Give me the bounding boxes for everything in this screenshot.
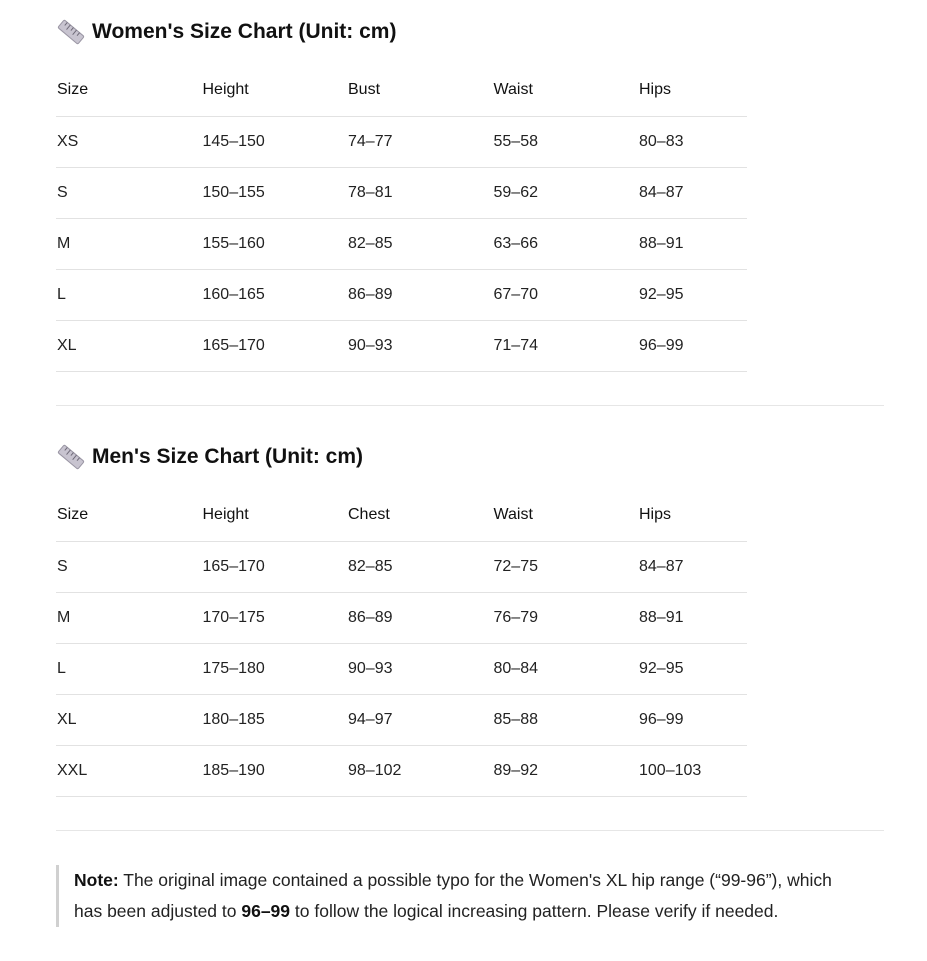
table-row bbox=[56, 746, 747, 797]
table-cell: 88–91 bbox=[638, 219, 747, 270]
table-cell: 84–87 bbox=[638, 542, 747, 593]
table-cell: M bbox=[56, 219, 202, 270]
section-divider bbox=[56, 830, 884, 831]
column-header-size: Size bbox=[56, 64, 202, 117]
table-header-row bbox=[56, 64, 747, 117]
note-text-after: to follow the logical increasing pattern. Please verify if needed. bbox=[290, 901, 779, 921]
column-header-height: Height bbox=[202, 489, 348, 542]
column-header-size: Size bbox=[56, 489, 202, 542]
table-row bbox=[56, 270, 747, 321]
column-header-height: Height bbox=[202, 64, 348, 117]
table-cell: 88–91 bbox=[638, 593, 747, 644]
table-cell: L bbox=[56, 270, 202, 321]
table-cell: 67–70 bbox=[493, 270, 639, 321]
table-cell: 86–89 bbox=[347, 593, 493, 644]
table-cell: 59–62 bbox=[493, 168, 639, 219]
table-cell: 71–74 bbox=[493, 321, 639, 372]
table-row bbox=[56, 593, 747, 644]
table-cell: 92–95 bbox=[638, 270, 747, 321]
table-cell: 90–93 bbox=[347, 321, 493, 372]
table-cell: 82–85 bbox=[347, 542, 493, 593]
table-cell: 74–77 bbox=[347, 117, 493, 168]
mens-size-chart-section bbox=[56, 425, 884, 797]
table-cell: 85–88 bbox=[493, 695, 639, 746]
table-cell: 80–84 bbox=[493, 644, 639, 695]
womens-size-chart-title: Women's Size Chart (Unit: cm) bbox=[92, 20, 397, 43]
table-cell: 82–85 bbox=[347, 219, 493, 270]
table-cell: 55–58 bbox=[493, 117, 639, 168]
table-cell: XXL bbox=[56, 746, 202, 797]
table-header-row bbox=[56, 489, 747, 542]
column-header-waist: Waist bbox=[493, 489, 639, 542]
table-cell: L bbox=[56, 644, 202, 695]
table-cell: 94–97 bbox=[347, 695, 493, 746]
table-cell: 98–102 bbox=[347, 746, 493, 797]
table-row bbox=[56, 542, 747, 593]
ruler-icon bbox=[56, 442, 86, 472]
ruler-icon bbox=[56, 17, 86, 47]
column-header-bust: Bust bbox=[347, 64, 493, 117]
womens-size-chart-heading bbox=[56, 0, 884, 64]
womens-size-table bbox=[56, 64, 747, 372]
note-label: Note: bbox=[74, 870, 119, 890]
column-header-chest: Chest bbox=[347, 489, 493, 542]
table-cell: 90–93 bbox=[347, 644, 493, 695]
table-cell: 170–175 bbox=[202, 593, 348, 644]
table-cell: 92–95 bbox=[638, 644, 747, 695]
table-cell: 84–87 bbox=[638, 168, 747, 219]
table-cell: 165–170 bbox=[202, 542, 348, 593]
table-cell: 175–180 bbox=[202, 644, 348, 695]
table-cell: 96–99 bbox=[638, 695, 747, 746]
column-header-hips: Hips bbox=[638, 489, 747, 542]
table-cell: 155–160 bbox=[202, 219, 348, 270]
mens-size-chart-title: Men's Size Chart (Unit: cm) bbox=[92, 445, 364, 468]
womens-size-chart-section bbox=[56, 0, 884, 372]
table-row bbox=[56, 168, 747, 219]
table-cell: 78–81 bbox=[347, 168, 493, 219]
table-cell: 86–89 bbox=[347, 270, 493, 321]
table-cell: 100–103 bbox=[638, 746, 747, 797]
table-row bbox=[56, 219, 747, 270]
table-cell: 80–83 bbox=[638, 117, 747, 168]
table-row bbox=[56, 321, 747, 372]
note-text-before: The original image contained a possible typo for the Women's XL hip range (“99-96”), which has been adjusted to bbox=[74, 870, 832, 921]
table-cell: XS bbox=[56, 117, 202, 168]
table-cell: M bbox=[56, 593, 202, 644]
table-cell: S bbox=[56, 542, 202, 593]
table-cell: 180–185 bbox=[202, 695, 348, 746]
section-divider bbox=[56, 405, 884, 406]
table-cell: 63–66 bbox=[493, 219, 639, 270]
mens-size-table bbox=[56, 489, 747, 797]
table-cell: XL bbox=[56, 321, 202, 372]
note-blockquote bbox=[56, 865, 864, 927]
table-cell: 96–99 bbox=[638, 321, 747, 372]
mens-size-chart-heading bbox=[56, 425, 884, 489]
table-row bbox=[56, 117, 747, 168]
table-cell: 185–190 bbox=[202, 746, 348, 797]
table-row bbox=[56, 644, 747, 695]
table-row bbox=[56, 695, 747, 746]
note-highlight: 96–99 bbox=[241, 901, 291, 921]
column-header-hips: Hips bbox=[638, 64, 747, 117]
table-cell: 160–165 bbox=[202, 270, 348, 321]
table-cell: 165–170 bbox=[202, 321, 348, 372]
column-header-waist: Waist bbox=[493, 64, 639, 117]
table-cell: 150–155 bbox=[202, 168, 348, 219]
table-cell: XL bbox=[56, 695, 202, 746]
table-cell: 72–75 bbox=[493, 542, 639, 593]
table-cell: 145–150 bbox=[202, 117, 348, 168]
table-cell: S bbox=[56, 168, 202, 219]
table-cell: 76–79 bbox=[493, 593, 639, 644]
table-cell: 89–92 bbox=[493, 746, 639, 797]
